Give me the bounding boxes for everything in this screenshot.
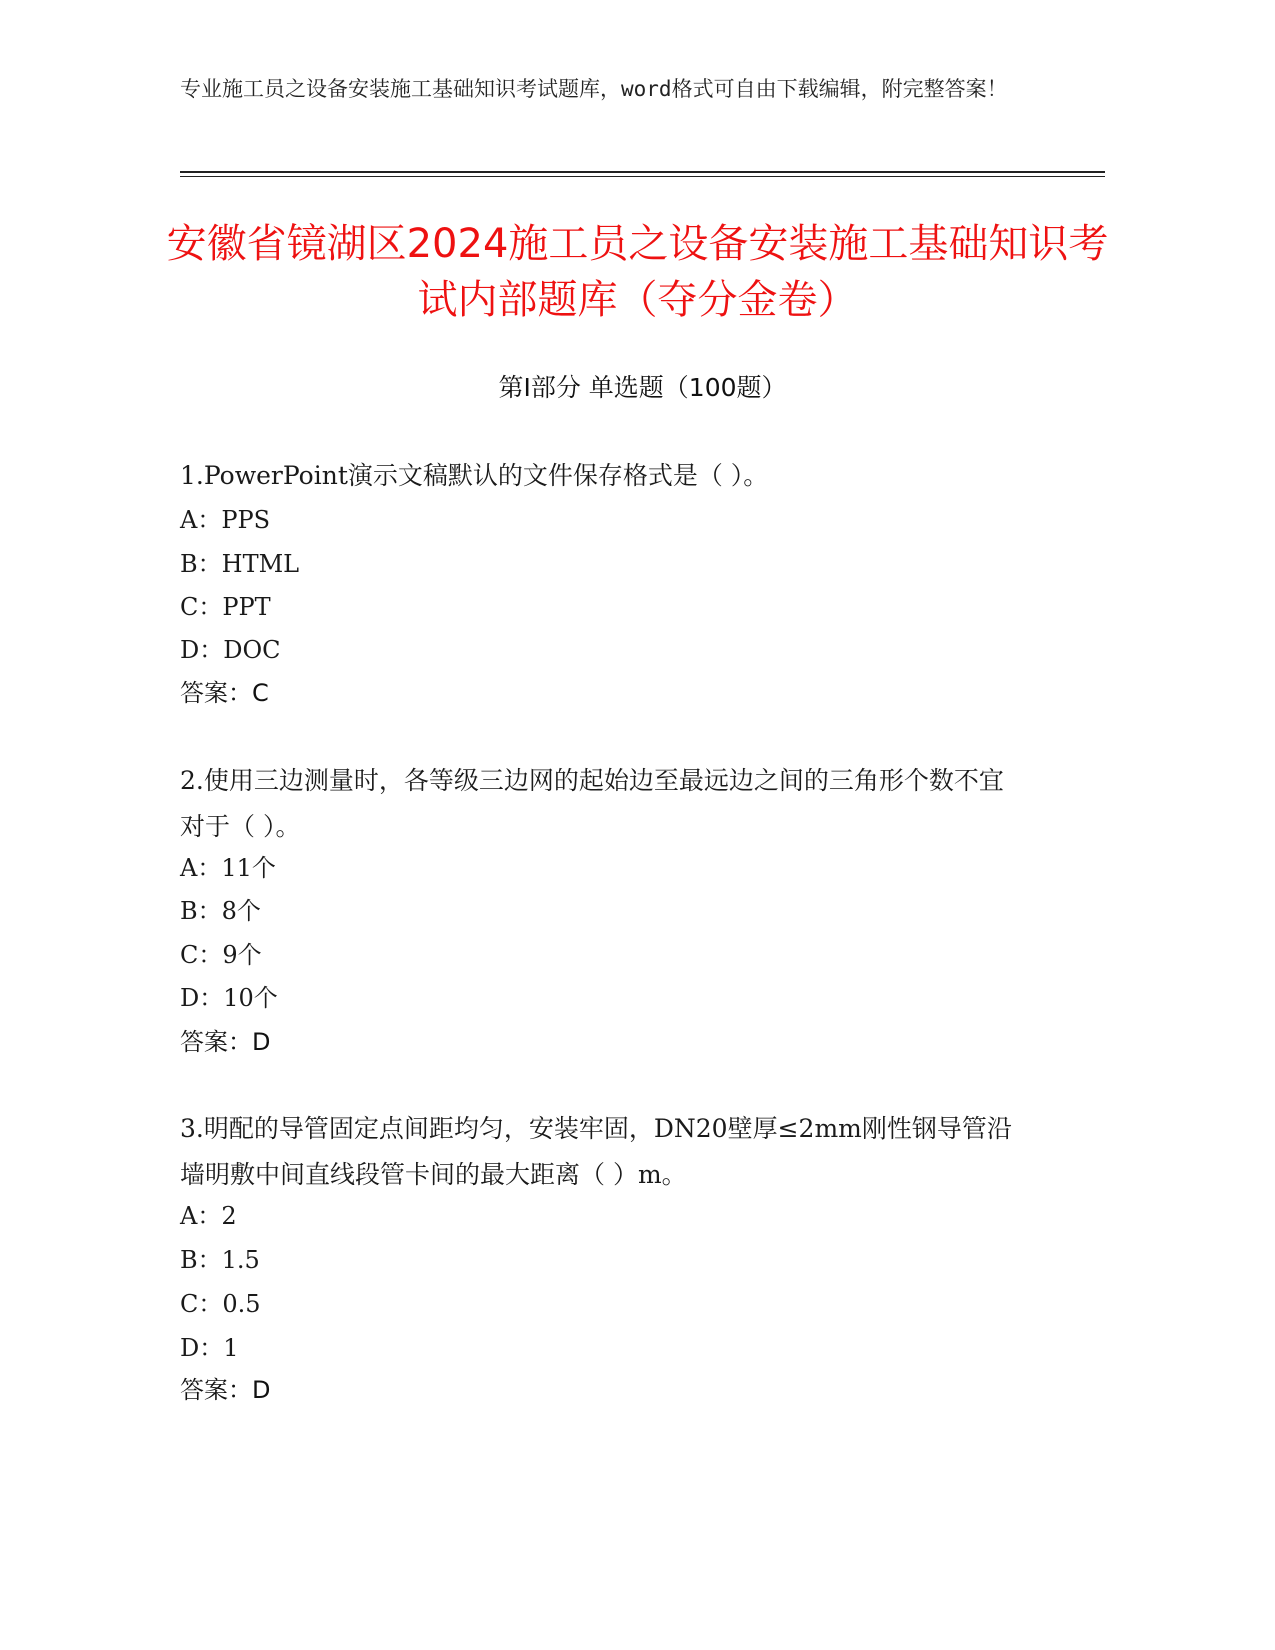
question-3-option-a: A：2 <box>180 1202 237 1230</box>
question-3-option-c: C：0.5 <box>180 1290 261 1318</box>
section-heading: 第Ⅰ部分 单选题（100题） <box>498 373 787 402</box>
document-title: 安徽省镜湖区2024施工员之设备安装施工基础知识考试内部题库（夺分金卷） <box>166 221 1109 323</box>
question-3-option-b: B：1.5 <box>180 1246 260 1274</box>
question-2-option-a: A：11个 <box>180 854 276 882</box>
question-1-option-d: D：DOC <box>180 636 281 664</box>
question-1-option-c: C：PPT <box>180 593 271 621</box>
question-2-option-b: B：8个 <box>180 897 261 925</box>
question-1-option-a: A：PPS <box>180 506 271 534</box>
header-note: 专业施工员之设备安装施工基础知识考试题库，word格式可自由下载编辑，附完整答案！ <box>180 77 1008 101</box>
question-2-answer: 答案：D <box>180 1028 271 1056</box>
question-1-text: 1.PowerPoint演示文稿默认的文件保存格式是（ ）。 <box>180 461 769 490</box>
question-2-option-c: C：9个 <box>180 941 262 969</box>
question-3-text: 3.明配的导管固定点间距均匀，安装牢固，DN20壁厚≤2mm刚性钢导管沿墙明敷中间直线段管卡间的最大距离（ ）m。 <box>180 1114 1012 1189</box>
question-2-option-d: D：10个 <box>180 984 278 1012</box>
question-1-option-b: B：HTML <box>180 550 300 578</box>
question-3-answer: 答案：D <box>180 1376 271 1404</box>
question-3-option-d: D：1 <box>180 1334 239 1362</box>
question-1-answer: 答案：C <box>180 679 269 707</box>
header-divider-thin <box>180 176 1105 177</box>
question-2-text: 2.使用三边测量时，各等级三边网的起始边至最远边之间的三角形个数不宜对于（ ）。 <box>180 766 1004 841</box>
header-divider-thick <box>180 171 1105 173</box>
